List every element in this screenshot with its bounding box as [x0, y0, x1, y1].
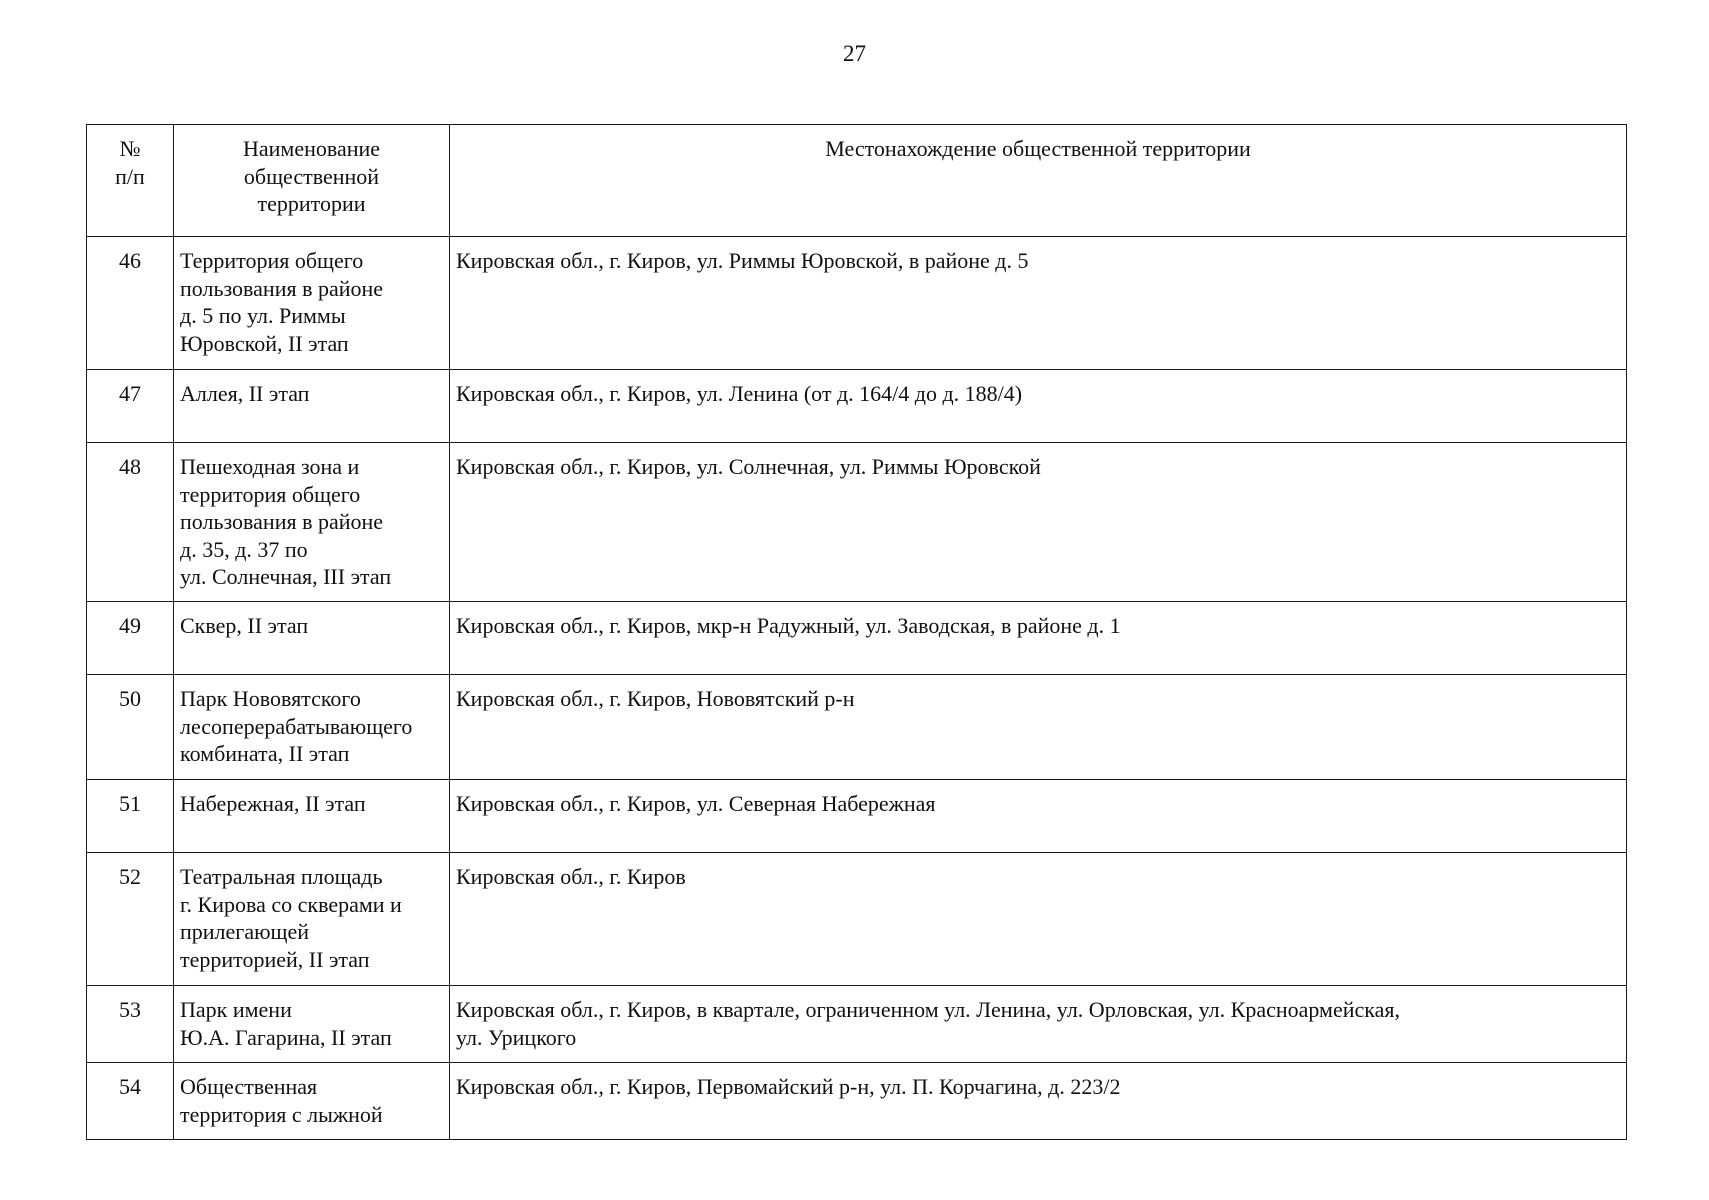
row-name: Парк Нововятского лесоперерабатывающего комбината, II этап: [174, 675, 450, 780]
row-number: 48: [87, 443, 174, 602]
row-number: 46: [87, 237, 174, 370]
row-number: 47: [87, 370, 174, 443]
row-location: Кировская обл., г. Киров, Первомайский р-н, ул. П. Корчагина, д. 223/2: [450, 1063, 1627, 1140]
table-row: [87, 370, 1627, 443]
table-row: [87, 986, 1627, 1063]
row-location: Кировская обл., г. Киров, ул. Солнечная, ул. Риммы Юровской: [450, 443, 1627, 602]
row-location: Кировская обл., г. Киров, ул. Ленина (от д. 164/4 до д. 188/4): [450, 370, 1627, 443]
table-row: [87, 780, 1627, 853]
row-name: Территория общего пользования в районе д. 5 по ул. Риммы Юровской, II этап: [174, 237, 450, 370]
header-number: № п/п: [87, 125, 174, 237]
public-territories-table: [86, 124, 1627, 1140]
table-header-row: [87, 125, 1627, 237]
row-number: 52: [87, 853, 174, 986]
row-name: Общественная территория с лыжной: [174, 1063, 450, 1140]
table-row: [87, 237, 1627, 370]
row-number: 51: [87, 780, 174, 853]
row-location: Кировская обл., г. Киров, в квартале, ограниченном ул. Ленина, ул. Орловская, ул. Красноармейская, ул. Урицкого: [450, 986, 1627, 1063]
header-location: Местонахождение общественной территории: [450, 125, 1627, 237]
page-number: 27: [843, 41, 866, 66]
row-location: Кировская обл., г. Киров, Нововятский р-н: [450, 675, 1627, 780]
table-row: [87, 602, 1627, 675]
row-location: Кировская обл., г. Киров, мкр-н Радужный, ул. Заводская, в районе д. 1: [450, 602, 1627, 675]
row-number: 53: [87, 986, 174, 1063]
table-row: [87, 675, 1627, 780]
row-name: Сквер, II этап: [174, 602, 450, 675]
table-row: [87, 443, 1627, 602]
row-name: Театральная площадь г. Кирова со скверами и прилегающей территорией, II этап: [174, 853, 450, 986]
row-location: Кировская обл., г. Киров, ул. Северная Набережная: [450, 780, 1627, 853]
row-location: Кировская обл., г. Киров, ул. Риммы Юровской, в районе д. 5: [450, 237, 1627, 370]
row-number: 54: [87, 1063, 174, 1140]
row-name: Парк имени Ю.А. Гагарина, II этап: [174, 986, 450, 1063]
header-name: Наименование общественной территории: [174, 125, 450, 237]
row-location: Кировская обл., г. Киров: [450, 853, 1627, 986]
row-number: 49: [87, 602, 174, 675]
table-row: [87, 853, 1627, 986]
row-number: 50: [87, 675, 174, 780]
row-name: Пешеходная зона и территория общего пользования в районе д. 35, д. 37 по ул. Солнечная, III этап: [174, 443, 450, 602]
row-name: Аллея, II этап: [174, 370, 450, 443]
table-row: [87, 1063, 1627, 1140]
row-name: Набережная, II этап: [174, 780, 450, 853]
